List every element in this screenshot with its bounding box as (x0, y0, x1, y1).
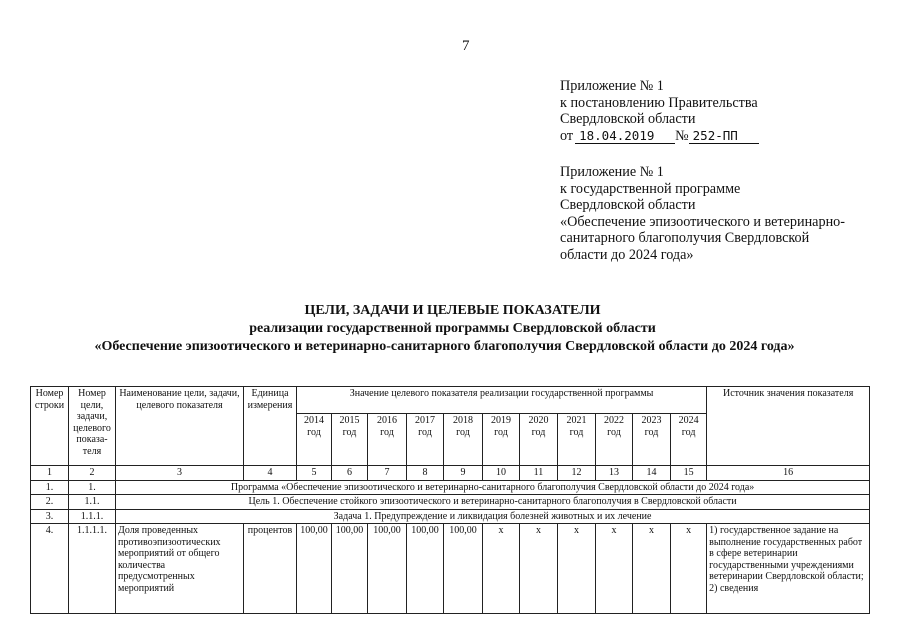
indicator-value: x (558, 524, 596, 614)
header-unit: Единица измерения (244, 387, 297, 466)
year-value: 2023 (641, 415, 662, 426)
row-number: 4. (31, 524, 69, 614)
table-row (31, 495, 870, 510)
header-source: Источник значения показателя (707, 387, 870, 466)
indicator-value: x (633, 524, 671, 614)
header-year (596, 414, 633, 466)
resolution-date-line (560, 128, 759, 145)
year-value: 2022 (604, 415, 624, 426)
table-row (31, 524, 870, 614)
year-value: 2024 (678, 415, 699, 426)
indicator-unit: процентов (244, 524, 297, 614)
column-number: 15 (671, 466, 707, 481)
appendix-resolution-block (560, 78, 759, 144)
resolution-date: 18.04.2019 (575, 129, 675, 144)
document-title: ЦЕЛИ, ЗАДАЧИ И ЦЕЛЕВЫЕ ПОКАЗАТЕЛИ (304, 303, 601, 318)
appendix-resolution-line2: к постановлению Правительства (560, 94, 758, 111)
date-prefix: от (560, 127, 574, 144)
appendix-program-line2: к государственной программе (560, 180, 741, 197)
column-number: 3 (116, 466, 244, 481)
indicator-value: 100,00 (297, 524, 332, 614)
column-number: 5 (297, 466, 332, 481)
header-goal-number: Номер цели, задачи, целевого показа-теля (69, 387, 116, 466)
header-year (520, 414, 558, 466)
row-code: 1. (69, 480, 116, 495)
year-suffix: год (418, 426, 432, 438)
indicator-value: x (483, 524, 520, 614)
header-year (444, 414, 483, 466)
appendix-program-block (560, 164, 845, 264)
task-row-text: Задача 1. Предупреждение и ликвидация болезней животных и их лечение (116, 509, 870, 524)
year-value: 2020 (528, 415, 549, 426)
document-program-name: «Обеспечение эпизоотического и ветеринарно-санитарного благополучия Свердловской области до 2024 года» (94, 339, 795, 354)
column-number: 13 (596, 466, 633, 481)
appendix-program-line4: «Обеспечение эпизоотического и ветеринарно- (560, 213, 845, 230)
year-value: 2016 (377, 415, 397, 426)
header-name: Наименование цели, задачи, целевого показателя (116, 387, 244, 466)
indicator-value: 100,00 (368, 524, 407, 614)
column-number: 4 (244, 466, 297, 481)
header-year (297, 414, 332, 466)
indicator-name: Доля проведенных противоэпизоотических мероприятий от общего количества предусмотренных мероприятий (116, 524, 244, 614)
year-suffix: год (569, 426, 584, 438)
year-value: 2021 (566, 415, 587, 426)
year-suffix: год (380, 426, 394, 438)
indicator-value: 100,00 (407, 524, 444, 614)
row-number: 1. (31, 480, 69, 495)
indicator-value: x (671, 524, 707, 614)
row-number: 2. (31, 495, 69, 510)
header-year (407, 414, 444, 466)
year-suffix: год (307, 426, 321, 438)
header-year (633, 414, 671, 466)
year-suffix: год (342, 426, 357, 438)
column-number: 6 (332, 466, 368, 481)
column-number: 11 (520, 466, 558, 481)
column-number: 10 (483, 466, 520, 481)
appendix-program-line3: Свердловской области (560, 197, 696, 214)
year-suffix: год (494, 426, 508, 438)
row-code: 1.1.1. (69, 509, 116, 524)
year-suffix: год (456, 426, 470, 438)
indicator-value: 100,00 (332, 524, 368, 614)
header-year (332, 414, 368, 466)
page-number: 7 (462, 38, 470, 54)
header-year (368, 414, 407, 466)
row-code: 1.1. (69, 495, 116, 510)
indicator-value: x (520, 524, 558, 614)
document-subtitle: реализации государственной программы Свердловской области (249, 321, 656, 336)
appendix-resolution-line1: Приложение № 1 (560, 78, 664, 94)
row-code: 1.1.1.1. (69, 524, 116, 614)
year-value: 2017 (415, 415, 435, 426)
year-value: 2018 (453, 415, 473, 426)
year-value: 2014 (304, 415, 324, 426)
column-number: 9 (444, 466, 483, 481)
column-number: 7 (368, 466, 407, 481)
appendix-resolution-line3: Свердловской области (560, 111, 696, 128)
year-suffix: год (644, 426, 659, 438)
appendix-program-line5: санитарного благополучия Свердловской (560, 230, 810, 247)
year-suffix: год (607, 426, 621, 438)
header-year (671, 414, 707, 466)
number-prefix: № (675, 127, 689, 144)
column-number: 12 (558, 466, 596, 481)
year-suffix: год (681, 426, 696, 438)
indicator-value: 100,00 (444, 524, 483, 614)
column-number: 14 (633, 466, 671, 481)
indicator-source: 1) государственное задание на выполнение государственных работ в сфере ветеринарии государственными учреждениями ветеринарии Свердловской области; 2) сведения (707, 524, 870, 614)
header-value-group: Значение целевого показателя реализации государственной программы (297, 387, 707, 414)
goal-row-text: Цель 1. Обеспечение стойкого эпизоотического и ветеринарно-санитарного благополучия в Свердловской области (116, 495, 870, 510)
header-row-number: Номер строки (31, 387, 69, 466)
year-suffix: год (531, 426, 546, 438)
table-row (31, 509, 870, 524)
header-year (558, 414, 596, 466)
column-number: 2 (69, 466, 116, 481)
column-number: 8 (407, 466, 444, 481)
appendix-program-line6: области до 2024 года» (560, 246, 694, 263)
resolution-number: 252-ПП (689, 129, 759, 144)
column-number: 16 (707, 466, 870, 481)
program-row-text: Программа «Обеспечение эпизоотического и ветеринарно-санитарного благополучия Свердловской области до 2024 года» (116, 480, 870, 495)
year-value: 2015 (339, 415, 360, 426)
year-value: 2019 (491, 415, 511, 426)
indicator-value: x (596, 524, 633, 614)
table-row (31, 480, 870, 495)
header-year (483, 414, 520, 466)
row-number: 3. (31, 509, 69, 524)
column-number: 1 (31, 466, 69, 481)
indicators-table (30, 386, 870, 614)
appendix-program-line1: Приложение № 1 (560, 164, 664, 180)
